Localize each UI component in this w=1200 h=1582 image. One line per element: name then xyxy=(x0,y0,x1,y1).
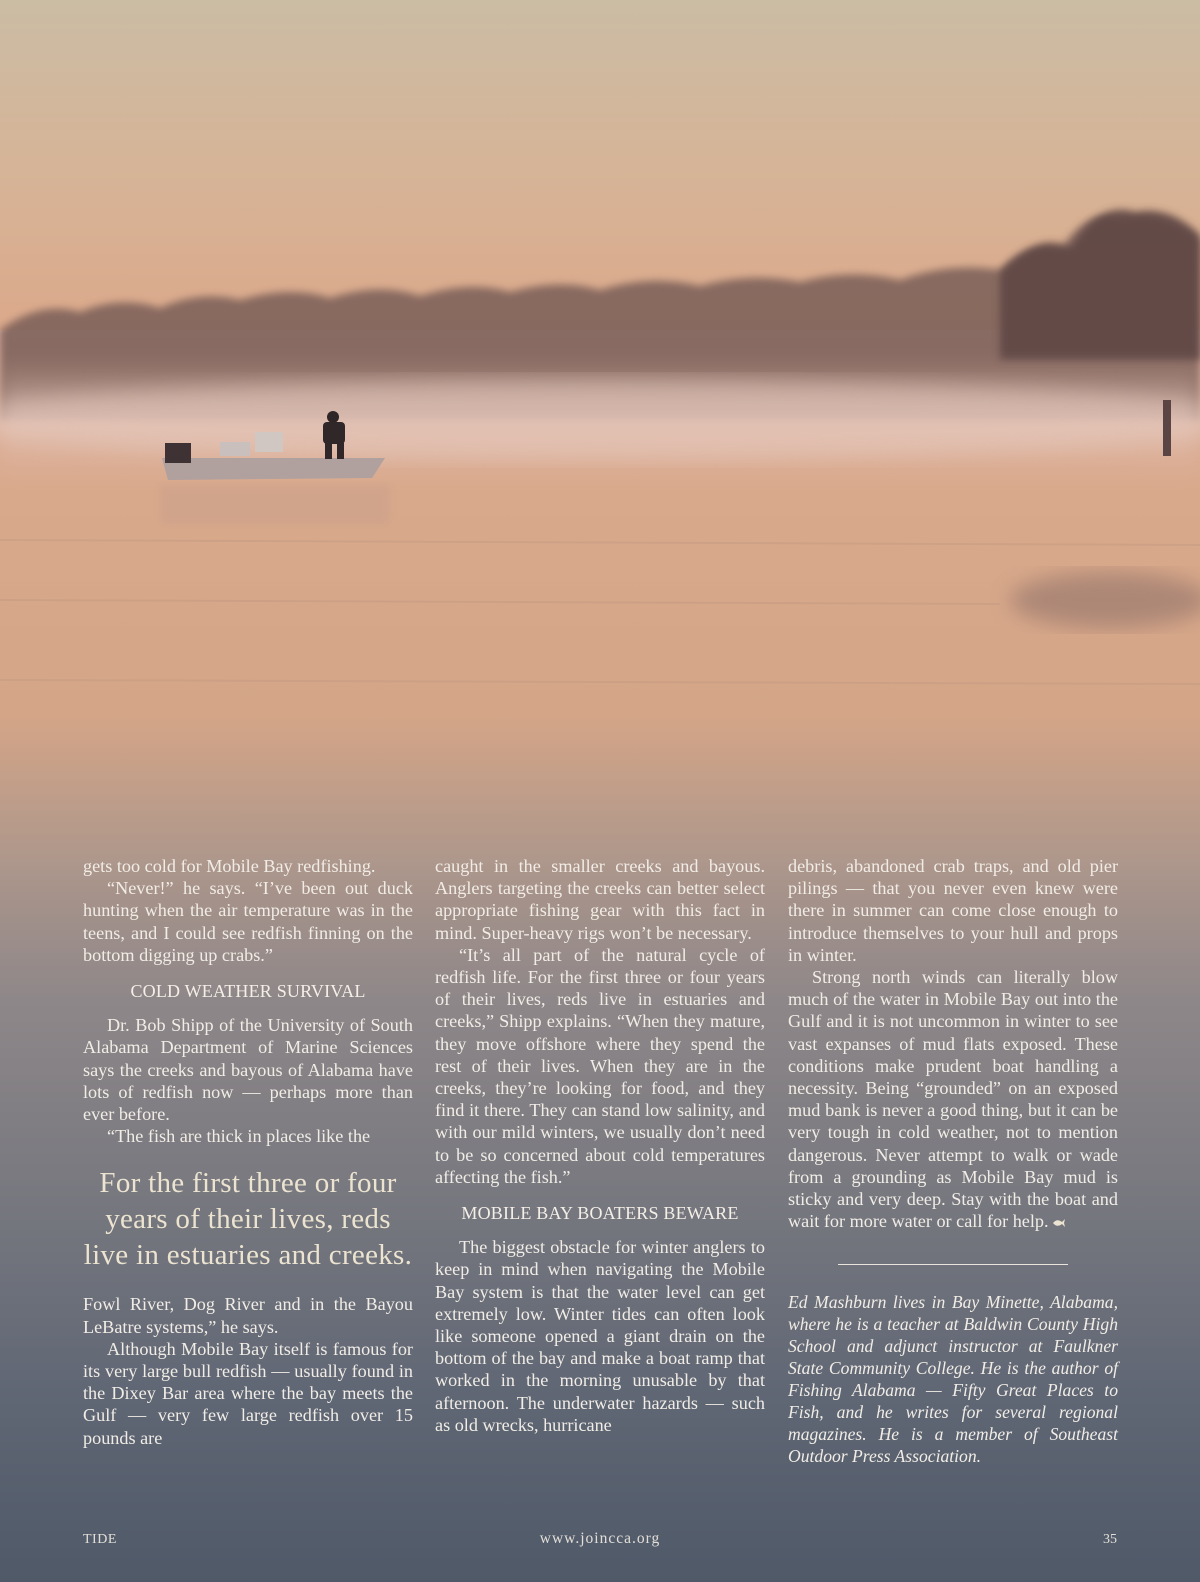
footer-website-link[interactable]: www.joincca.org xyxy=(539,1530,661,1547)
paragraph: The biggest obstacle for winter anglers to keep in mind when navigating the Mobile Bay system is that the water level can get extremely low. Winter tides can often look like someone opened a giant drain on the bottom of the bay and make a boat ramp that worked in the morning unusable by that afternoon. The underwater hazards — such as old wrecks, hurricane xyxy=(435,1237,765,1435)
paragraph: Fowl River, Dog River and in the Bayou LeBatre systems,” he says. xyxy=(83,1294,413,1337)
end-mark-fish-icon xyxy=(1052,1218,1066,1228)
paragraph: gets too cold for Mobile Bay redfishing. xyxy=(83,856,376,876)
paragraph: caught in the smaller creeks and bayous. Anglers targeting the creeks can better select appropriate fishing gear with this fact in mind. Super-heavy rigs won’t be necessary. xyxy=(435,856,765,943)
column-2 xyxy=(435,855,765,1436)
paragraph: “The fish are thick in places like the xyxy=(107,1126,371,1147)
section-heading: COLD WEATHER SURVIVAL xyxy=(130,981,366,1002)
paragraph xyxy=(788,966,1118,1232)
pull-quote: For the first three or four years of their lives, reds live in estuaries and creeks. xyxy=(83,1167,413,1272)
section-heading: MOBILE BAY BOATERS BEWARE xyxy=(461,1203,739,1224)
divider-rule xyxy=(838,1264,1068,1265)
paragraph: Although Mobile Bay itself is famous for its very large bull redfish — usually found in the Dixey Bar area where the bay meets the Gulf — very few large redfish over 15 pounds are xyxy=(83,1338,413,1448)
paragraph: “Never!” he says. “I’ve been out duck hunting when the air temperature was in the teens, and I could see redfish finning on the bottom digging up crabs.” xyxy=(83,878,413,965)
paragraph: debris, abandoned crab traps, and old pier pilings — that you never even knew were there in summer can come close enough to introduce themselves to your hull and props in winter. xyxy=(788,856,1118,965)
paragraph-text: Strong north winds can literally blow much of the water in Mobile Bay out into the Gulf and it is not uncommon in winter to see vast expanses of mud flats exposed. These conditions make prudent boat handling a necessity. Being “grounded” on an exposed mud bank is never a good thing, but it can be very tough in cold weather, not to mention dangerous. Never attempt to walk or wade from a grounding as Mobile Bay mud is sticky and very deep. Stay with the boat and wait for more water or call for help. xyxy=(788,967,1118,1232)
footer-page-number: 35 xyxy=(1103,1532,1117,1547)
footer-publication-name: TIDE xyxy=(83,1532,117,1547)
paragraph: “It’s all part of the natural cycle of redfish life. For the first three or four years of their lives, reds live in estuaries and creeks,” Shipp explains. “When they mature, they move offshore where they spend the rest of their lives. When they are in the creeks, they’re looking for food, and they find it there. They can stand low salinity, and with our mild winters, we usually don’t need to be so concerned about cold temperatures affecting the fish.” xyxy=(435,944,765,1187)
author-bio: Ed Mashburn lives in Bay Minette, Alabama, where he is a teacher at Baldwin County High School and adjunct instructor at Faulkner State Community College. He is the author of Fishing Alabama — Fifty Great Places to Fish, and he writes for several regional magazines. He is a member of Southeast Outdoor Press Association. xyxy=(788,1292,1118,1467)
paragraph: Dr. Bob Shipp of the University of South Alabama Department of Marine Sciences says the creeks and bayous of Alabama have lots of redfish now — perhaps more than ever before. xyxy=(83,1015,413,1125)
column-3 xyxy=(788,855,1118,1467)
column-1 xyxy=(83,855,413,1449)
